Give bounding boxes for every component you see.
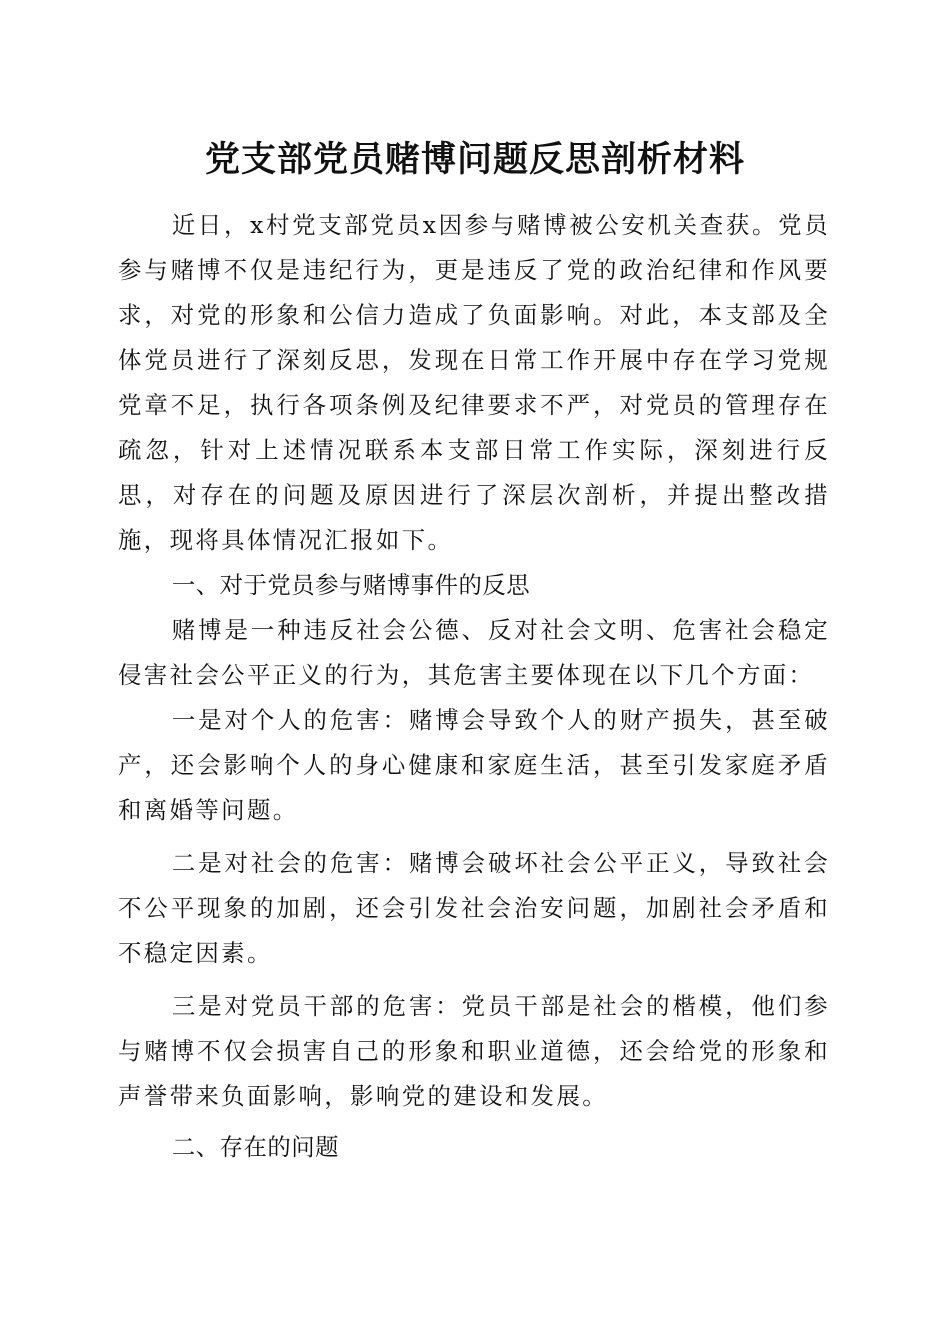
section-1-heading: 一、对于党员参与赌博事件的反思: [171, 571, 531, 599]
intro-paragraph: 近日，x村党支部党员x因参与赌博被公安机关查获。党员参与赌博不仅是违纪行为，更是违反了党的政治纪律和作风要求，对党的形象和公信力造成了负面影响。对此，本支部及全体党员进行了深刻反思，发现在日常工作开展中存在学习党规党章不足，执行各项条例及纪律要求不严，对党员的管理存在疏忽，针对上述情况联系本支部日常工作实际，深刻进行反思，对存在的问题及原因进行了深层次剖析，并提出整改措施，现将具体情况汇报如下。: [118, 211, 830, 554]
section-1-paragraph-3: 二是对社会的危害：赌博会破坏社会公平正义，导致社会不公平现象的加剧，还会引发社会治安问题，加剧社会矛盾和不稳定因素。: [118, 849, 830, 967]
document-body: [118, 200, 830, 1170]
section-1-paragraph-4: 三是对党员干部的危害：党员干部是社会的楷模，他们参与赌博不仅会损害自己的形象和职业道德，还会给党的形象和声誉带来负面影响，影响党的建设和发展。: [118, 992, 830, 1110]
section-2-heading: 二、存在的问题: [171, 1133, 340, 1161]
section-1-paragraph-2: 一是对个人的危害：赌博会导致个人的财产损失，甚至破产，还会影响个人的身心健康和家庭生活，甚至引发家庭矛盾和离婚等问题。: [118, 706, 830, 824]
section-1-paragraph-1: 赌博是一种违反社会公德、反对社会文明、危害社会稳定侵害社会公平正义的行为，其危害主要体现在以下几个方面：: [118, 616, 830, 689]
page-title: 党支部党员赌博问题反思剖析材料: [204, 139, 745, 180]
